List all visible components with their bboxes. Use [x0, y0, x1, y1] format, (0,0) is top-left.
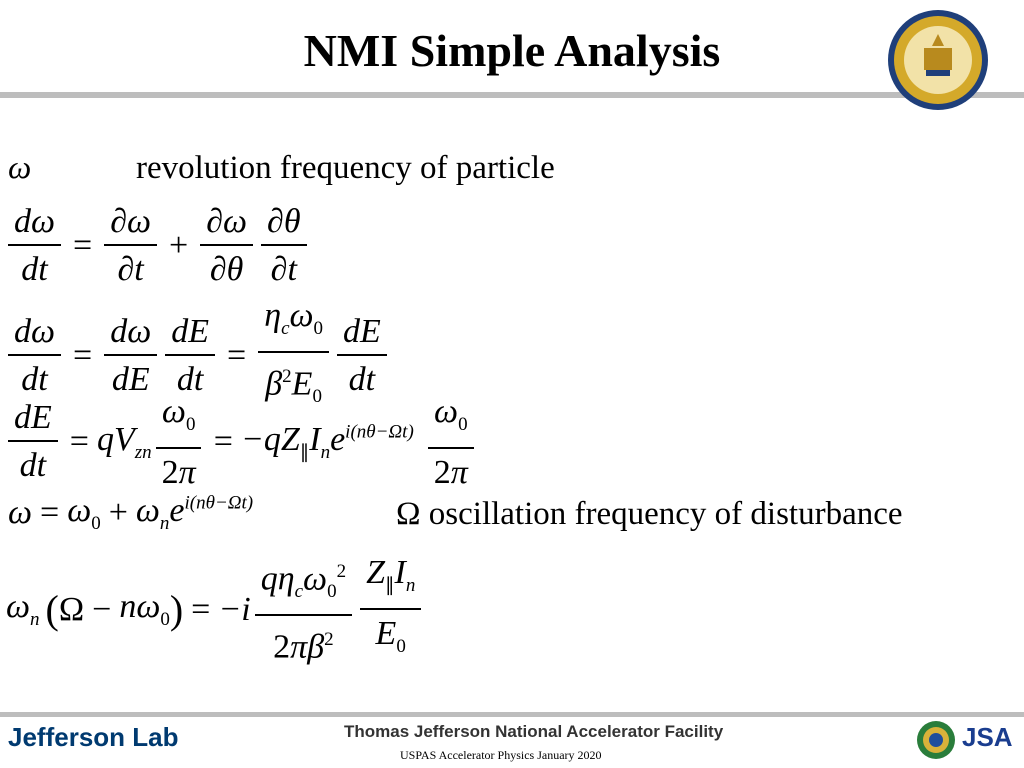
equation-chain-rule: $\frac{d\omega}{dt}$ = $\frac{d\omega}{dE}$ $\frac{dE}{dt}$ = $\frac{\eta_c\omega_0}{\beta^2E_0}$ $\frac{dE}{dt}$	[4, 296, 391, 417]
course-footer: USPAS Accelerator Physics January 2020	[400, 748, 602, 762]
facility-name: Thomas Jefferson National Accelerator Facility	[344, 722, 724, 741]
Omega-symbol: Ω	[396, 496, 421, 532]
equation-total-derivative: $\frac{d\omega}{dt}$ = $\frac{\partial\omega}{\partial t}$ + $\frac{\partial\omega}{\partial\theta}$ $\frac{\partial\theta}{\partial t}$	[4, 202, 311, 290]
omega-symbol: ω	[8, 150, 32, 186]
omega-definition	[8, 150, 31, 187]
omega-description: revolution frequency of particle	[136, 150, 555, 186]
doe-seal-icon	[916, 720, 956, 760]
slide-title: NMI Simple Analysis	[303, 25, 721, 76]
equation-frequency-perturbation: ω = $\omega_0$ + $\omega_ne^{i(n\theta-\Omega t)}$	[8, 492, 254, 534]
header-divider	[0, 92, 1024, 98]
Omega-definition	[396, 496, 903, 533]
jsa-logo: JSA	[962, 722, 1013, 752]
equation-energy-change: $\frac{dE}{dt}$ = $qV_{zn}$ $\frac{\omega_0}{2\pi}$ = $-qZ_\parallel I_ne^{i(n\theta-\Omega t)}$ $\frac{\omega_0}{2\pi}$	[4, 392, 478, 493]
Omega-description: oscillation frequency of disturbance	[428, 496, 903, 532]
equation-dispersion-relation: $\omega_n$ ( Ω − $n\omega_0$ ) = −i $\frac{q\eta_c\omega_0^2}{2\pi\beta^2}$ $\frac{Z_\parallel I_n}{E_0}$	[6, 552, 425, 667]
uc-san-diego-seal-icon	[886, 8, 990, 112]
footer-divider	[0, 712, 1024, 717]
jefferson-lab-logo: Jefferson Lab	[8, 722, 179, 752]
